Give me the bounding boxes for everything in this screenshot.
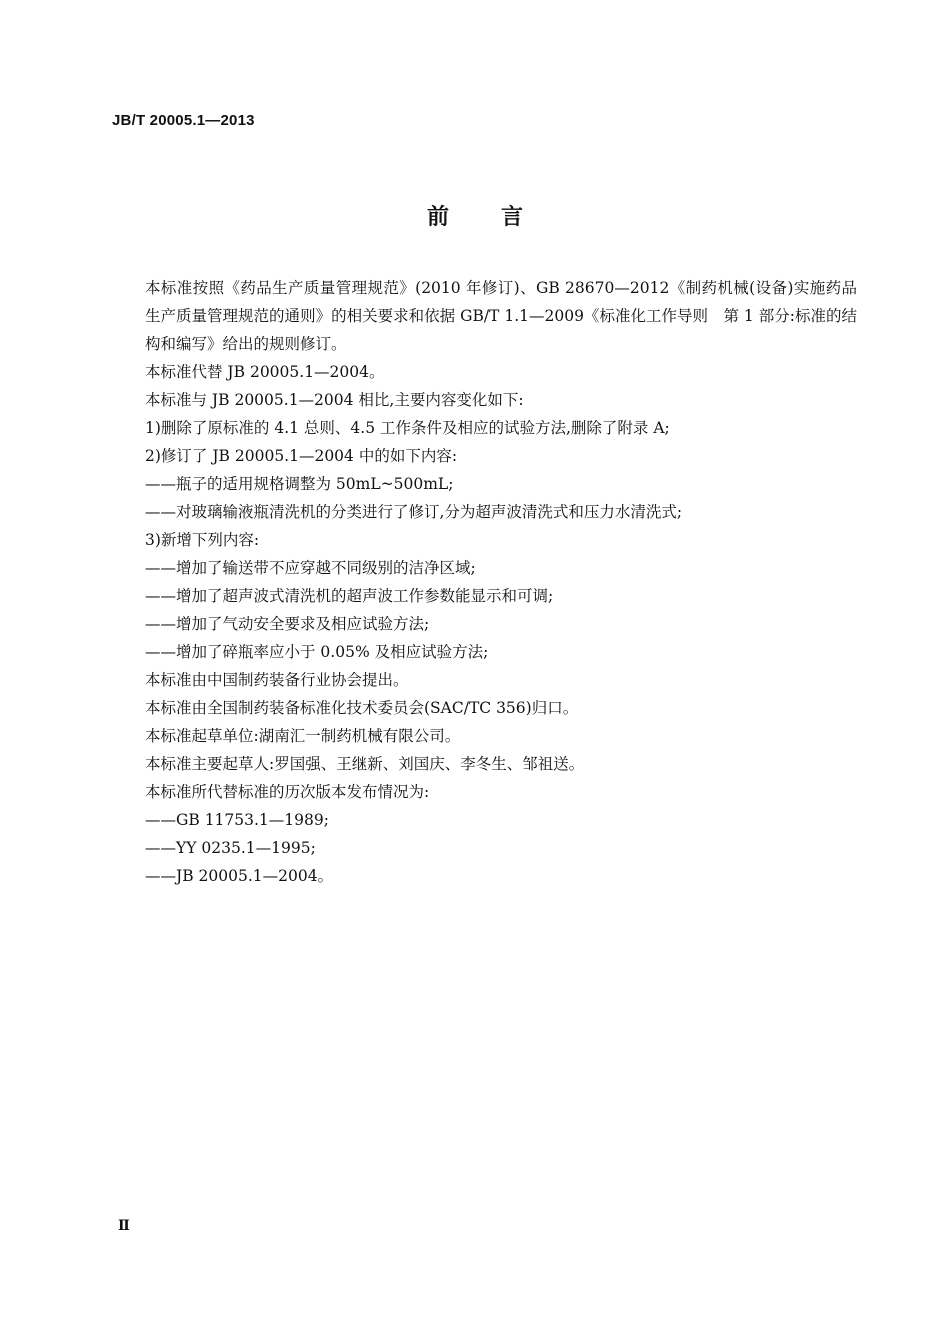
paragraph-main-drafters: 本标准主要起草人:罗国强、王继新、刘国庆、李冬生、邹祖送。 xyxy=(145,755,585,773)
list-item-deleted: 1)删除了原标准的 4.1 总则、4.5 工作条件及相应的试验方法,删除了附录 A; xyxy=(145,419,670,437)
list-item-added: 3)新增下列内容: xyxy=(145,531,260,549)
foreword-body xyxy=(112,274,857,890)
list-subitem-ultrasonic: ——增加了超声波式清洗机的超声波工作参数能显示和可调; xyxy=(145,587,554,605)
paragraph-replaces: 本标准代替 JB 20005.1—2004。 xyxy=(145,363,385,381)
list-item-revised: 2)修订了 JB 20005.1—2004 中的如下内容: xyxy=(145,447,458,465)
list-subitem-pneumatic: ——增加了气动安全要求及相应试验方法; xyxy=(145,615,430,633)
list-subitem-edition-jb: ——JB 20005.1—2004。 xyxy=(145,867,334,885)
list-subitem-breakage: ——增加了碎瓶率应小于 0.05% 及相应试验方法; xyxy=(145,643,489,661)
page-number: Ⅱ xyxy=(118,1218,130,1234)
list-subitem-classification: ——对玻璃输液瓶清洗机的分类进行了修订,分为超声波清洗式和压力水清洗式; xyxy=(145,503,683,521)
paragraph-previous-editions: 本标准所代替标准的历次版本发布情况为: xyxy=(145,783,430,801)
paragraph-intro: 本标准按照《药品生产质量管理规范》(2010 年修订)、GB 28670—2012《制药机械(设备)实施药品生产质量管理规范的通则》的相关要求和依据 GB/T 1.1—2009《标准化工作导则 第 1 部分:标准的结构和编写》给出的规则修订。 xyxy=(145,279,857,353)
list-subitem-edition-gb: ——GB 11753.1—1989; xyxy=(145,811,329,829)
list-subitem-conveyor: ——增加了输送带不应穿越不同级别的洁净区域; xyxy=(145,559,476,577)
list-subitem-bottle-spec: ——瓶子的适用规格调整为 50mL~500mL; xyxy=(145,475,454,493)
standard-code-header: JB/T 20005.1—2013 xyxy=(112,112,255,129)
paragraph-under-jurisdiction: 本标准由全国制药装备标准化技术委员会(SAC/TC 356)归口。 xyxy=(145,699,579,717)
page-title: 前言 xyxy=(426,205,575,230)
paragraph-changes-intro: 本标准与 JB 20005.1—2004 相比,主要内容变化如下: xyxy=(145,391,524,409)
paragraph-drafting-unit: 本标准起草单位:湖南汇一制药机械有限公司。 xyxy=(145,727,461,745)
list-subitem-edition-yy: ——YY 0235.1—1995; xyxy=(145,839,316,857)
paragraph-proposed-by: 本标准由中国制药装备行业协会提出。 xyxy=(145,671,409,689)
